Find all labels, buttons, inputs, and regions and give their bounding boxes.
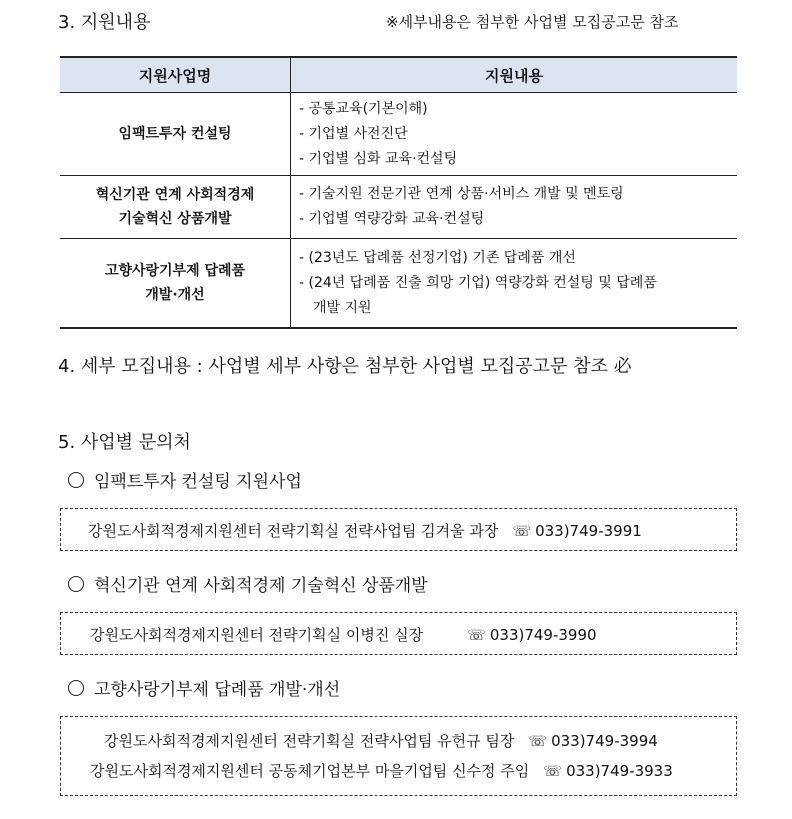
contact-line	[90, 624, 597, 645]
program-content-cell	[291, 239, 738, 329]
content-item: - 기업별 사전진단	[299, 125, 408, 142]
table-row	[60, 239, 737, 329]
contact-text: 강원도사회적경제지원센터 전략기획실 이병진 실장	[90, 626, 424, 644]
program-heading-impact	[68, 467, 302, 492]
content-item: - 기업별 역량강화 교육·컨설팅	[299, 211, 485, 227]
phone-icon: ☏	[528, 732, 548, 750]
contact-box-innovation	[60, 612, 737, 655]
content-item: - 기업별 심화 교육·컨설팅	[299, 150, 458, 167]
content-item: - (23년도 답례품 선정기업) 기존 답례품 개선	[299, 250, 576, 266]
contact-box-hometown	[60, 716, 737, 796]
circle-bullet-icon	[68, 472, 84, 488]
content-item-continuation: 개발 지원	[313, 300, 372, 316]
program-name-line: 개발·개선	[145, 287, 205, 303]
header-support-content: 지원내용	[291, 57, 738, 93]
header-program-name: 지원사업명	[60, 57, 291, 93]
circle-bullet-icon	[68, 680, 84, 696]
contact-phone	[467, 626, 596, 644]
contact-phone	[512, 522, 641, 540]
contact-box-impact	[60, 508, 737, 551]
phone-icon: ☏	[543, 762, 563, 780]
contact-line	[90, 760, 673, 781]
contact-line	[104, 730, 658, 751]
phone-number: 033)749-3994	[551, 732, 658, 750]
support-table	[60, 56, 737, 329]
table-row	[60, 176, 737, 239]
contact-phone	[543, 762, 672, 780]
table-header-row	[60, 57, 737, 93]
contact-text: 강원도사회적경제지원센터 전략기획실 전략사업팀 김겨울 과장	[88, 522, 499, 540]
table-row	[60, 93, 737, 176]
program-name-line: 고향사랑기부제 답례품	[104, 263, 246, 279]
phone-icon: ☏	[467, 626, 486, 644]
program-name-cell	[60, 93, 291, 176]
program-content-cell	[291, 93, 738, 176]
phone-number: 033)749-3990	[489, 626, 597, 644]
contact-text: 강원도사회적경제지원센터 공동체기업본부 마을기업팀 신수정 주임	[90, 762, 530, 780]
contact-line	[88, 520, 642, 541]
content-item-line: - (24년 답례품 진출 희망 기업) 역량강화 컨설팅 및 답례품	[299, 275, 657, 291]
content-item	[299, 271, 731, 320]
phone-number: 033)749-3933	[566, 762, 673, 780]
program-heading-text: 고향사랑기부제 답례품 개발·개선	[94, 680, 341, 700]
program-name-line: 혁신기관 연계 사회적경제	[95, 187, 255, 203]
section-3-title: 3. 지원내용	[58, 12, 151, 33]
program-heading-innovation	[68, 571, 428, 596]
program-content-cell	[291, 176, 738, 239]
program-heading-hometown	[68, 675, 340, 700]
section-4-title: 4. 세부 모집내용 : 사업별 세부 사항은 첨부한 사업별 모집공고문 참조 必	[58, 356, 632, 377]
phone-number: 033)749-3991	[535, 522, 642, 540]
program-heading-text: 혁신기관 연계 사회적경제 기술혁신 상품개발	[94, 576, 428, 596]
program-name-cell	[60, 176, 291, 239]
content-item: - 기술지원 전문기관 연계 상품·서비스 개발 및 멘토링	[299, 186, 624, 202]
content-item: - 공통교육(기본이해)	[299, 100, 428, 117]
contact-phone	[528, 732, 657, 750]
program-name-line: 기술혁신 상품개발	[118, 211, 232, 227]
program-name-cell	[60, 239, 291, 329]
contact-text: 강원도사회적경제지원센터 전략기획실 전략사업팀 유헌규 팀장	[104, 732, 515, 750]
program-heading-text: 임팩트투자 컨설팅 지원사업	[94, 472, 302, 492]
program-name-line: 임팩트투자 컨설팅	[118, 126, 232, 142]
phone-icon: ☏	[512, 522, 532, 540]
section-3-note: ※세부내용은 첨부한 사업별 모집공고문 참조	[386, 13, 679, 31]
circle-bullet-icon	[68, 576, 84, 592]
section-5-title: 5. 사업별 문의처	[58, 432, 191, 453]
